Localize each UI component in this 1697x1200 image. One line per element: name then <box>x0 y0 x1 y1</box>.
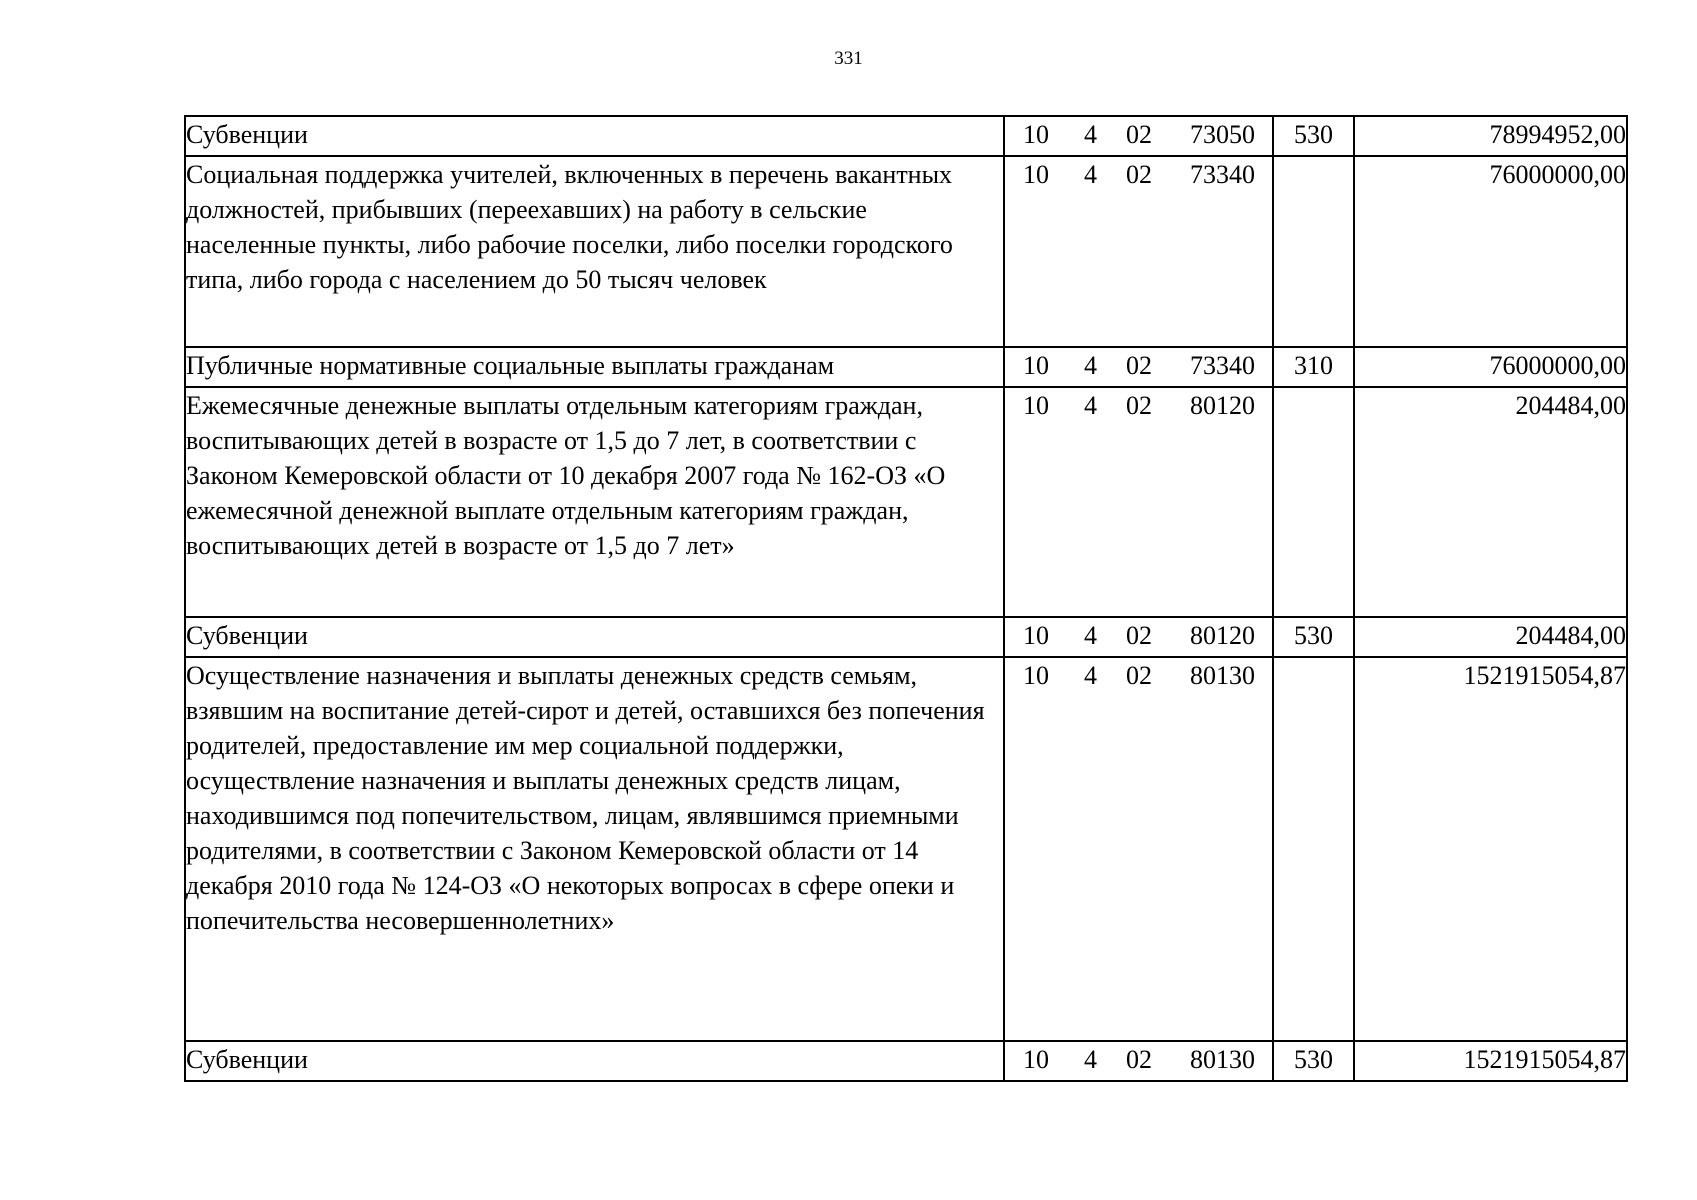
amount: 204484,00 <box>1354 387 1627 617</box>
section-code: 10 <box>1023 661 1049 690</box>
expense-type <box>1273 657 1354 1041</box>
program-code: 4 <box>1084 160 1097 189</box>
program-code: 4 <box>1084 1045 1097 1074</box>
section-code: 10 <box>1023 160 1049 189</box>
table-row <box>185 657 1627 1041</box>
program-code: 4 <box>1084 120 1097 149</box>
subprogram-code: 02 <box>1126 160 1152 189</box>
program-code: 4 <box>1084 391 1097 420</box>
table-row <box>185 347 1627 387</box>
table-row <box>185 156 1627 347</box>
section-code: 10 <box>1023 120 1049 149</box>
row-codes <box>1004 387 1273 617</box>
subprogram-code: 02 <box>1126 661 1152 690</box>
direction-code: 73340 <box>1190 351 1255 380</box>
expense-type: 310 <box>1273 347 1354 387</box>
row-name: Социальная поддержка учителей, включенных в перечень вакантных должностей, прибывших (переехавших) на работу в сельские населенные пункты, либо рабочие поселки, либо поселки городского типа, либо города с населением до 50 тысяч человек <box>185 156 1004 347</box>
row-codes <box>1004 347 1273 387</box>
section-code: 10 <box>1023 1045 1049 1074</box>
amount: 78994952,00 <box>1354 116 1627 156</box>
row-codes <box>1004 617 1273 657</box>
row-codes <box>1004 1041 1273 1081</box>
row-name: Субвенции <box>185 116 1004 156</box>
table-row <box>185 387 1627 617</box>
row-codes <box>1004 156 1273 347</box>
subprogram-code: 02 <box>1126 1045 1152 1074</box>
table-row <box>185 116 1627 156</box>
row-name: Субвенции <box>185 1041 1004 1081</box>
expense-type <box>1273 156 1354 347</box>
row-name: Ежемесячные денежные выплаты отдельным категориям граждан, воспитывающих детей в возрасте от 1,5 до 7 лет, в соответствии с Законом Кемеровской области от 10 декабря 2007 года № 162-ОЗ «О ежемесячной денежной выплате отдельным категориям граждан, воспитывающих детей в возрасте от 1,5 до 7 лет» <box>185 387 1004 617</box>
amount: 204484,00 <box>1354 617 1627 657</box>
subprogram-code: 02 <box>1126 351 1152 380</box>
amount: 76000000,00 <box>1354 156 1627 347</box>
direction-code: 73050 <box>1190 120 1255 149</box>
expense-type: 530 <box>1273 1041 1354 1081</box>
program-code: 4 <box>1084 351 1097 380</box>
direction-code: 80130 <box>1190 661 1255 690</box>
row-name: Осуществление назначения и выплаты денежных средств семьям, взявшим на воспитание детей-сирот и детей, оставшихся без попечения родителей, предоставление им мер социальной поддержки, осуществление назначения и выплаты денежных средств лицам, находившимся под попечительством, лицам, являвшимся приемными родителями, в соответствии с Законом Кемеровской области от 14 декабря 2010 года № 124-ОЗ «О некоторых вопросах в сфере опеки и попечительства несовершеннолетних» <box>185 657 1004 1041</box>
amount: 1521915054,87 <box>1354 1041 1627 1081</box>
subprogram-code: 02 <box>1126 120 1152 149</box>
subprogram-code: 02 <box>1126 621 1152 650</box>
program-code: 4 <box>1084 661 1097 690</box>
section-code: 10 <box>1023 351 1049 380</box>
direction-code: 80120 <box>1190 621 1255 650</box>
budget-table <box>184 115 1628 1082</box>
section-code: 10 <box>1023 391 1049 420</box>
table-row <box>185 617 1627 657</box>
expense-type <box>1273 387 1354 617</box>
row-name: Публичные нормативные социальные выплаты гражданам <box>185 347 1004 387</box>
row-codes <box>1004 116 1273 156</box>
expense-type: 530 <box>1273 617 1354 657</box>
direction-code: 80120 <box>1190 391 1255 420</box>
direction-code: 80130 <box>1190 1045 1255 1074</box>
subprogram-code: 02 <box>1126 391 1152 420</box>
amount: 76000000,00 <box>1354 347 1627 387</box>
direction-code: 73340 <box>1190 160 1255 189</box>
page-number: 331 <box>834 48 863 69</box>
program-code: 4 <box>1084 621 1097 650</box>
expense-type: 530 <box>1273 116 1354 156</box>
amount: 1521915054,87 <box>1354 657 1627 1041</box>
row-codes <box>1004 657 1273 1041</box>
row-name: Субвенции <box>185 617 1004 657</box>
table-row <box>185 1041 1627 1081</box>
section-code: 10 <box>1023 621 1049 650</box>
